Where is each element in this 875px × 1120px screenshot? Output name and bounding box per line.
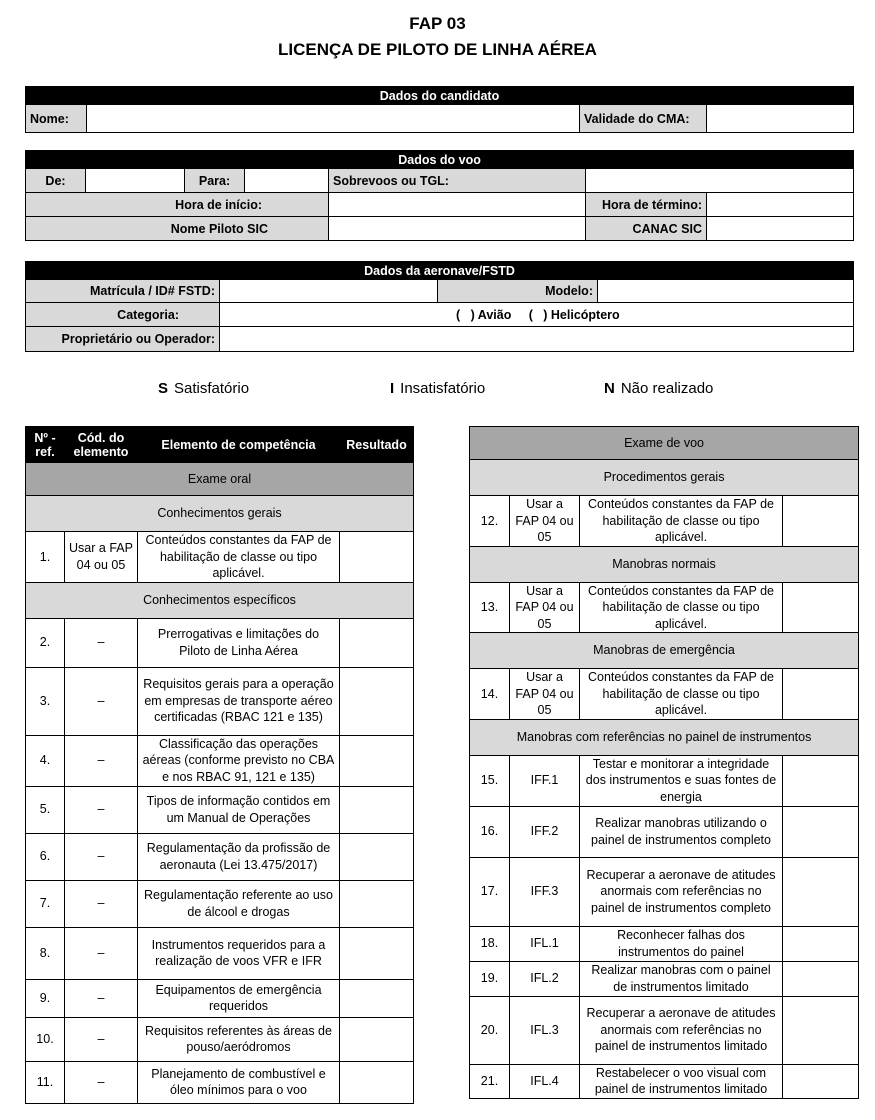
oral-exam-table [25,426,414,1104]
result-cell[interactable] [340,1017,414,1061]
category-options[interactable]: ( ) Avião ( ) Helicóptero [220,303,854,327]
row-element: Tipos de informação contidos em um Manual de Operações [138,786,340,833]
table-row [470,582,859,633]
legend-not-performed: N Não realizado [604,380,714,397]
table-row [470,755,859,806]
cma-field[interactable] [707,105,854,133]
row-ref: 6. [26,833,65,880]
end-time-field[interactable] [707,193,854,217]
table-row [26,786,414,833]
row-ref: 11. [26,1061,65,1103]
registration-label: Matrícula / ID# FSTD: [26,280,220,303]
row-ref: 16. [470,806,510,857]
table-row [26,979,414,1017]
section-title: Conhecimentos gerais [26,496,414,532]
row-ref: 21. [470,1064,510,1098]
row-element: Conteúdos constantes da FAP de habilitação de classe ou tipo aplicável. [580,582,783,633]
row-ref: 12. [470,496,510,547]
table-row [26,927,414,979]
result-cell[interactable] [340,667,414,735]
row-element: Conteúdos constantes da FAP de habilitação de classe ou tipo aplicável. [580,669,783,720]
model-field[interactable] [598,280,854,303]
row-element: Recuperar a aeronave de atitudes anormais com referências no painel de instrumentos completo [580,857,783,926]
flight-exam-table [469,426,859,1099]
section-title: Manobras de emergência [470,633,859,669]
table-row [470,996,859,1064]
section-title: Manobras com referências no painel de instrumentos [470,719,859,755]
candidate-section-title: Dados do candidato [26,87,854,105]
legend-unsatisfactory: I Insatisfatório [390,380,486,397]
start-time-label: Hora de início: [26,193,329,217]
row-code: IFF.3 [510,857,580,926]
row-element: Reconhecer falhas dos instrumentos do painel [580,926,783,961]
table-row [470,1064,859,1098]
end-time-label: Hora de término: [586,193,707,217]
table-row [470,669,859,720]
row-code: – [65,979,138,1017]
model-label: Modelo: [438,280,598,303]
result-cell[interactable] [340,927,414,979]
table-row [470,857,859,926]
row-code: Usar a FAP 04 ou 05 [510,582,580,633]
row-code: Usar a FAP 04 ou 05 [510,669,580,720]
owner-field[interactable] [220,327,854,352]
form-title: LICENÇA DE PILOTO DE LINHA AÉREA [278,40,597,59]
row-code: – [65,880,138,927]
row-element: Regulamentação da profissão de aeronauta (Lei 13.475/2017) [138,833,340,880]
row-code: IFL.2 [510,961,580,996]
table-row [26,1017,414,1061]
table-row [470,961,859,996]
result-cell[interactable] [340,833,414,880]
result-cell[interactable] [340,979,414,1017]
section-title: Manobras normais [470,546,859,582]
row-element: Realizar manobras utilizando o painel de instrumentos completo [580,806,783,857]
result-cell[interactable] [340,880,414,927]
row-element: Conteúdos constantes da FAP de habilitação de classe ou tipo aplicável. [138,532,340,583]
result-cell[interactable] [340,786,414,833]
table-row [26,735,414,786]
canac-field[interactable] [707,217,854,241]
section-title: Conhecimentos específicos [26,582,414,618]
row-code: IFL.1 [510,926,580,961]
start-time-field[interactable] [329,193,586,217]
from-field[interactable] [86,169,185,193]
result-cell[interactable] [340,618,414,667]
aircraft-table [25,261,854,352]
row-element: Equipamentos de emergência requeridos [138,979,340,1017]
row-ref: 20. [470,996,510,1064]
row-ref: 5. [26,786,65,833]
row-ref: 13. [470,582,510,633]
oral-exam-title: Exame oral [26,463,414,496]
result-cell[interactable] [783,806,859,857]
flight-table [25,150,854,241]
row-element: Classificação das operações aéreas (conforme previsto no CBA e nos RBAC 91, 121 e 135) [138,735,340,786]
row-ref: 2. [26,618,65,667]
row-code: – [65,927,138,979]
row-ref: 17. [470,857,510,926]
ref-header: Nº - ref. [26,427,65,463]
row-code: – [65,833,138,880]
row-ref: 4. [26,735,65,786]
row-ref: 9. [26,979,65,1017]
name-field[interactable] [87,105,580,133]
row-code: Usar a FAP 04 ou 05 [510,496,580,547]
from-label: De: [26,169,86,193]
table-row [26,667,414,735]
table-row [26,1061,414,1103]
element-header: Elemento de competência [138,427,340,463]
row-code: IFL.3 [510,996,580,1064]
row-code: – [65,618,138,667]
result-cell[interactable] [783,857,859,926]
result-cell[interactable] [783,961,859,996]
table-row [26,833,414,880]
registration-field[interactable] [220,280,438,303]
table-row [470,496,859,547]
result-cell[interactable] [340,532,414,583]
overflights-label: Sobrevoos ou TGL: [329,169,586,193]
sic-name-label: Nome Piloto SIC [26,217,329,241]
row-code: IFF.1 [510,755,580,806]
canac-label: CANAC SIC [586,217,707,241]
row-code: – [65,667,138,735]
name-label: Nome: [26,105,87,133]
row-code: – [65,1061,138,1103]
row-ref: 15. [470,755,510,806]
row-code: Usar a FAP 04 ou 05 [65,532,138,583]
result-cell[interactable] [340,735,414,786]
flight-exam-title: Exame de voo [470,427,859,460]
result-header: Resultado [340,427,414,463]
row-element: Requisitos referentes às áreas de pouso/aeródromos [138,1017,340,1061]
sic-name-field[interactable] [329,217,586,241]
row-element: Instrumentos requeridos para a realização de voos VFR e IFR [138,927,340,979]
table-row [26,618,414,667]
overflights-field[interactable] [586,169,854,193]
row-ref: 7. [26,880,65,927]
row-ref: 19. [470,961,510,996]
table-row [470,926,859,961]
result-cell[interactable] [783,996,859,1064]
row-element: Recuperar a aeronave de atitudes anormais com referências no painel de instrumentos limitado [580,996,783,1064]
row-ref: 8. [26,927,65,979]
row-code: IFF.2 [510,806,580,857]
form-code: FAP 03 [409,14,466,33]
result-cell[interactable] [783,755,859,806]
candidate-table [25,86,854,133]
result-cell[interactable] [783,582,859,633]
category-label: Categoria: [26,303,220,327]
row-ref: 3. [26,667,65,735]
row-element: Restabelecer o voo visual com painel de instrumentos limitado [580,1064,783,1098]
row-ref: 10. [26,1017,65,1061]
row-element: Realizar manobras com o painel de instrumentos limitado [580,961,783,996]
row-code: – [65,1017,138,1061]
legend-satisfactory: S Satisfatório [158,380,250,397]
row-element: Prerrogativas e limitações do Piloto de Linha Aérea [138,618,340,667]
to-label: Para: [185,169,245,193]
result-cell[interactable] [783,926,859,961]
owner-label: Proprietário ou Operador: [26,327,220,352]
result-cell[interactable] [783,1064,859,1098]
aircraft-section-title: Dados da aeronave/FSTD [26,262,854,280]
result-cell[interactable] [340,1061,414,1103]
cma-label: Validade do CMA: [580,105,707,133]
to-field[interactable] [245,169,329,193]
flight-section-title: Dados do voo [26,151,854,169]
row-element: Requisitos gerais para a operação em empresas de transporte aéreo certificadas (RBAC 121 e 135) [138,667,340,735]
row-element: Testar e monitorar a integridade dos instrumentos e suas fontes de energia [580,755,783,806]
code-header: Cód. do elemento [65,427,138,463]
table-row [26,532,414,583]
row-ref: 1. [26,532,65,583]
row-element: Planejamento de combustível e óleo mínimos para o voo [138,1061,340,1103]
row-ref: 14. [470,669,510,720]
result-cell[interactable] [783,669,859,720]
table-row [26,880,414,927]
row-code: IFL.4 [510,1064,580,1098]
section-title: Procedimentos gerais [470,460,859,496]
row-code: – [65,735,138,786]
row-element: Conteúdos constantes da FAP de habilitação de classe ou tipo aplicável. [580,496,783,547]
row-code: – [65,786,138,833]
row-ref: 18. [470,926,510,961]
table-row [470,806,859,857]
result-cell[interactable] [783,496,859,547]
row-element: Regulamentação referente ao uso de álcool e drogas [138,880,340,927]
